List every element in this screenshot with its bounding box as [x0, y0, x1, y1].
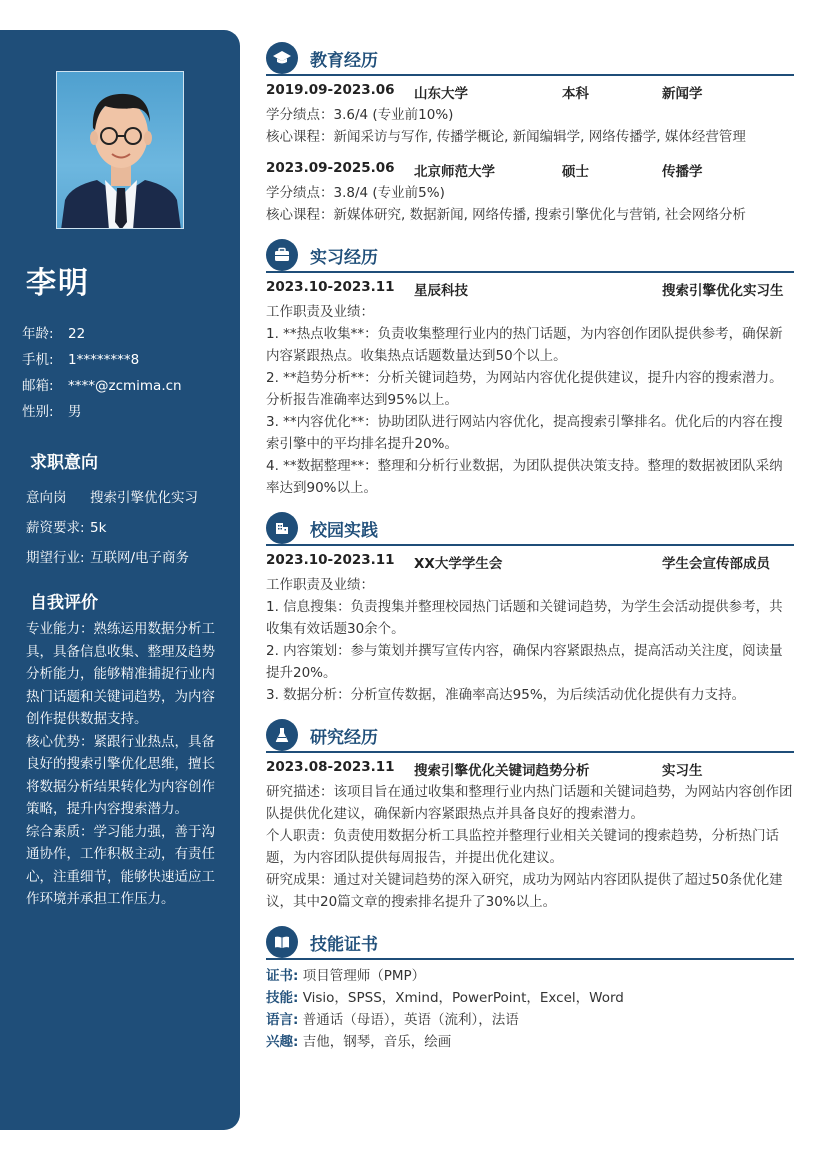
skill-value: 吉他，钢琴，音乐，绘画	[302, 1034, 452, 1050]
section-title: 研究经历	[310, 728, 378, 748]
entry-role: 搜索引擎优化实习生	[662, 283, 784, 299]
skill-label: 兴趣:	[266, 1034, 299, 1050]
entry-school: 山东大学	[414, 86, 468, 102]
campus-entry-body	[266, 574, 796, 706]
age-value: 22	[68, 326, 86, 342]
intent-value: 5k	[90, 520, 107, 536]
avatar-icon	[57, 72, 184, 229]
entry-role: 学生会宣传部成员	[662, 556, 770, 572]
intent-row-industry	[26, 546, 189, 566]
education-entry-body	[266, 182, 796, 226]
intent-label: 期望行业:	[26, 550, 85, 566]
skill-row	[266, 965, 796, 987]
self-eval-text	[26, 618, 220, 911]
entry-major: 传播学	[662, 164, 703, 180]
entry-line: 1. 信息搜集：负责搜集并整理校园热门话题和关键词趋势，为学生会活动提供参考，共收集有效话题30余个。	[266, 599, 783, 637]
building-icon	[266, 512, 298, 544]
flask-icon	[266, 719, 298, 751]
section-title: 技能证书	[310, 935, 378, 955]
self-eval-paragraph: 核心优势：紧跟行业热点，具备良好的搜索引擎优化思维，擅长将数据分析结果转化为内容创作策略，提升内容搜索潜力。	[26, 733, 215, 817]
intent-value: 搜索引擎优化实习	[90, 490, 198, 506]
email-row	[22, 374, 182, 394]
intent-row-position	[26, 486, 198, 506]
intent-label: 意向岗	[26, 490, 67, 506]
entry-line: 4. **数据整理**：整理和分析行业数据，为团队提供决策支持。整理的数据被团队采纳率达到90%以上。	[266, 458, 783, 496]
entry-line: 3. 数据分析：分析宣传数据，准确率高达95%，为后续活动优化提供有力支持。	[266, 687, 746, 703]
entry-company: 星辰科技	[414, 283, 468, 299]
intent-label: 薪资要求:	[26, 520, 85, 536]
entry-line: 研究描述：该项目旨在通过收集和整理行业内热门话题和关键词趋势，为网站内容创作团队提供优化建议，确保新内容紧跟热点并具备良好的搜索潜力。	[266, 784, 793, 822]
entry-org: XX大学学生会	[414, 556, 503, 572]
candidate-name: 李明	[26, 266, 90, 301]
email-value: ****@zcmima.cn	[68, 378, 182, 394]
skill-row	[266, 1009, 796, 1031]
section-divider	[266, 958, 794, 960]
sidebar	[0, 30, 240, 1130]
campus-section-header	[266, 512, 794, 544]
entry-line: 3. **内容优化**：协助团队进行网站内容优化，提高搜索引擎排名。优化后的内容在搜索引擎中的平均排名提升20%。	[266, 414, 783, 452]
entry-date: 2019.09-2023.06	[266, 82, 395, 98]
age-label: 年龄:	[22, 326, 54, 342]
entry-line: 研究成果：通过对关键词趋势的深入研究，成功为网站内容团队提供了超过50条优化建议，其中20篇文章的搜索排名提升了30%以上。	[266, 872, 783, 910]
intent-row-salary	[26, 516, 106, 536]
entry-date: 2023.10-2023.11	[266, 279, 395, 295]
section-divider	[266, 751, 794, 753]
entry-courses: 核心课程：新媒体研究, 数据新闻, 网络传播, 搜索引擎优化与营销, 社会网络分析	[266, 207, 746, 223]
skill-value: Visio，SPSS，Xmind，PowerPoint，Excel，Word	[302, 990, 624, 1006]
skills-list	[266, 965, 796, 1053]
skill-row	[266, 1031, 796, 1053]
briefcase-icon	[266, 239, 298, 271]
skills-section-header	[266, 926, 794, 958]
skill-value: 普通话（母语），英语（流利），法语	[302, 1012, 519, 1028]
entry-school: 北京师范大学	[414, 164, 495, 180]
education-entry-header	[266, 160, 794, 180]
entry-line: 1. **热点收集**：负责收集整理行业内的热门话题，为内容创作团队提供参考，确保新内容紧跟热点。收集热点话题数量达到50个以上。	[266, 326, 783, 364]
section-divider	[266, 271, 794, 273]
entry-date: 2023.08-2023.11	[266, 759, 395, 775]
gender-value: 男	[68, 404, 82, 420]
intent-heading: 求职意向	[30, 453, 98, 473]
entry-date: 2023.09-2025.06	[266, 160, 395, 176]
skill-row	[266, 987, 796, 1009]
entry-project: 搜索引擎优化关键词趋势分析	[414, 763, 590, 779]
entry-degree: 硕士	[562, 164, 589, 180]
entry-line: 2. **趋势分析**：分析关键词趋势，为网站内容优化提供建议，提升内容的搜索潜力。分析报告准确率达到95%以上。	[266, 370, 783, 408]
research-entry-header	[266, 759, 794, 779]
graduation-cap-icon	[266, 42, 298, 74]
entry-line: 2. 内容策划：参与策划并撰写宣传内容，确保内容紧跟热点，提高活动关注度，阅读量提升20%。	[266, 643, 783, 681]
entry-date: 2023.10-2023.11	[266, 552, 395, 568]
entry-line: 工作职责及业绩：	[266, 304, 374, 320]
skill-label: 技能:	[266, 990, 299, 1006]
section-title: 教育经历	[310, 51, 378, 71]
profile-photo	[56, 71, 184, 229]
self-eval-paragraph: 综合素质：学习能力强，善于沟通协作，工作积极主动，有责任心，注重细节，能够快速适应工作环境并承担工作压力。	[26, 823, 215, 907]
campus-entry-header	[266, 552, 794, 572]
internship-entry-body	[266, 301, 796, 499]
entry-major: 新闻学	[662, 86, 703, 102]
email-label: 邮箱:	[22, 378, 54, 394]
education-entry-body	[266, 104, 796, 148]
intent-value: 互联网/电子商务	[90, 550, 190, 566]
entry-courses: 核心课程：新闻采访与写作, 传播学概论, 新闻编辑学, 网络传播学, 媒体经营管理	[266, 129, 746, 145]
phone-value: 1********8	[68, 352, 140, 368]
entry-gpa: 学分绩点：3.6/4 (专业前10%)	[266, 107, 454, 123]
age-row	[22, 322, 85, 342]
research-section-header	[266, 719, 794, 751]
entry-line: 个人职责：负责使用数据分析工具监控并整理行业相关关键词的搜索趋势，分析热门话题，为内容团队提供每周报告，并提出优化建议。	[266, 828, 779, 866]
phone-label: 手机:	[22, 352, 54, 368]
skill-label: 证书:	[266, 968, 299, 984]
section-divider	[266, 544, 794, 546]
research-entry-body	[266, 781, 796, 913]
education-section-header	[266, 42, 794, 74]
education-entry-header	[266, 82, 794, 102]
skill-label: 语言:	[266, 1012, 299, 1028]
entry-role: 实习生	[662, 763, 703, 779]
section-title: 实习经历	[310, 248, 378, 268]
entry-line: 工作职责及业绩：	[266, 577, 374, 593]
entry-gpa: 学分绩点：3.8/4 (专业前5%)	[266, 185, 445, 201]
gender-label: 性别:	[22, 404, 54, 420]
self-eval-paragraph: 专业能力：熟练运用数据分析工具，具备信息收集、整理及趋势分析能力，能够精准捕捉行业内热门话题和关键词趋势，为内容创作提供数据支持。	[26, 621, 215, 727]
internship-section-header	[266, 239, 794, 271]
section-divider	[266, 74, 794, 76]
section-title: 校园实践	[310, 521, 378, 541]
self-eval-heading: 自我评价	[30, 593, 98, 613]
gender-row	[22, 400, 82, 420]
skill-value: 项目管理师（PMP）	[302, 968, 426, 984]
book-icon	[266, 926, 298, 958]
entry-degree: 本科	[562, 86, 589, 102]
phone-row	[22, 348, 139, 368]
internship-entry-header	[266, 279, 794, 299]
